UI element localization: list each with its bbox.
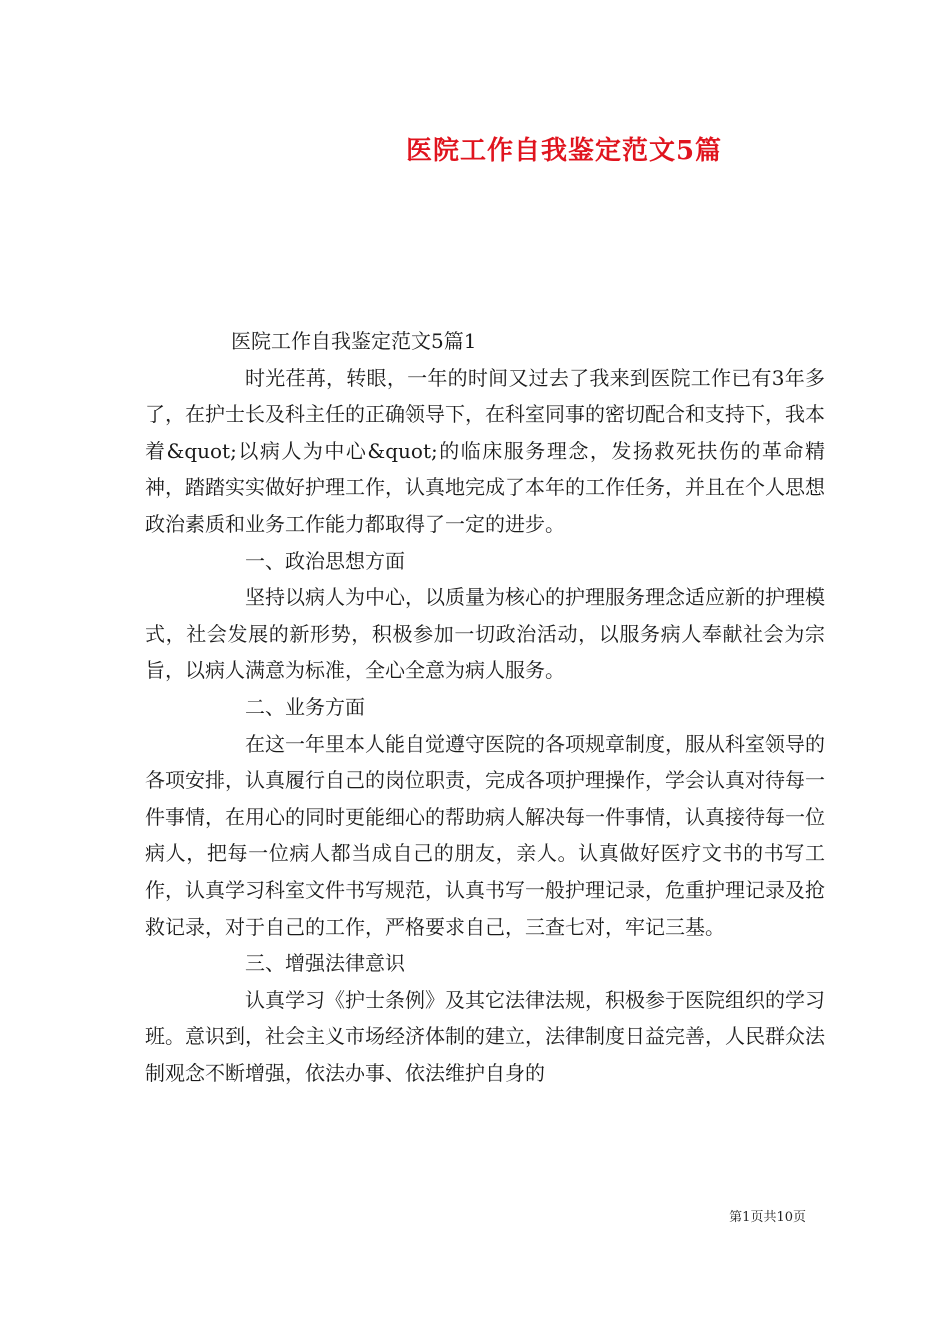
section-heading-business: 二、业务方面 <box>245 694 365 719</box>
section-subtitle: 医院工作自我鉴定范文5篇1 <box>231 329 477 353</box>
section-heading-politics: 一、政治思想方面 <box>245 548 405 573</box>
page-number: 第1页共10页 <box>729 1210 806 1225</box>
paragraph-law: 认真学习《护士条例》及其它法律法规，积极参于医院组织的学习班。意识到，社会主义市场经济体制的建立，法律制度日益完善，人民群众法制观念不断增强，依法办事、依法维护自身的 <box>145 987 825 1085</box>
paragraph-intro: 时光荏苒，转眼，一年的时间又过去了我来到医院工作已有3年多了，在护士长及科主任的正确领导下，在科室同事的密切配合和支持下，我本着&quot;以病人为中心&quot;的临床服务理念，发扬救死扶伤的革命精神，踏踏实实做好护理工作，认真地完成了本年的工作任务，并且在个人思想政治素质和业务工作能力都取得了一定的进步。 <box>145 365 825 536</box>
document-body <box>145 323 825 1091</box>
paragraph-business: 在这一年里本人能自觉遵守医院的各项规章制度，服从科室领导的各项安排，认真履行自己的岗位职责，完成各项护理操作，学会认真对待每一件事情，在用心的同时更能细心的帮助病人解决每一件事情，认真接待每一位病人，把每一位病人都当成自己的朋友，亲人。认真做好医疗文书的书写工作，认真学习科室文件书写规范，认真书写一般护理记录，危重护理记录及抢救记录，对于自己的工作，严格要求自己，三查七对，牢记三基。 <box>145 731 825 939</box>
document-title: 医院工作自我鉴定范文5篇 <box>405 136 723 166</box>
section-heading-law: 三、增强法律意识 <box>245 951 405 976</box>
paragraph-politics: 坚持以病人为中心，以质量为核心的护理服务理念适应新的护理模式，社会发展的新形势，积极参加一切政治活动，以服务病人奉献社会为宗旨，以病人满意为标准，全心全意为病人服务。 <box>145 585 825 683</box>
